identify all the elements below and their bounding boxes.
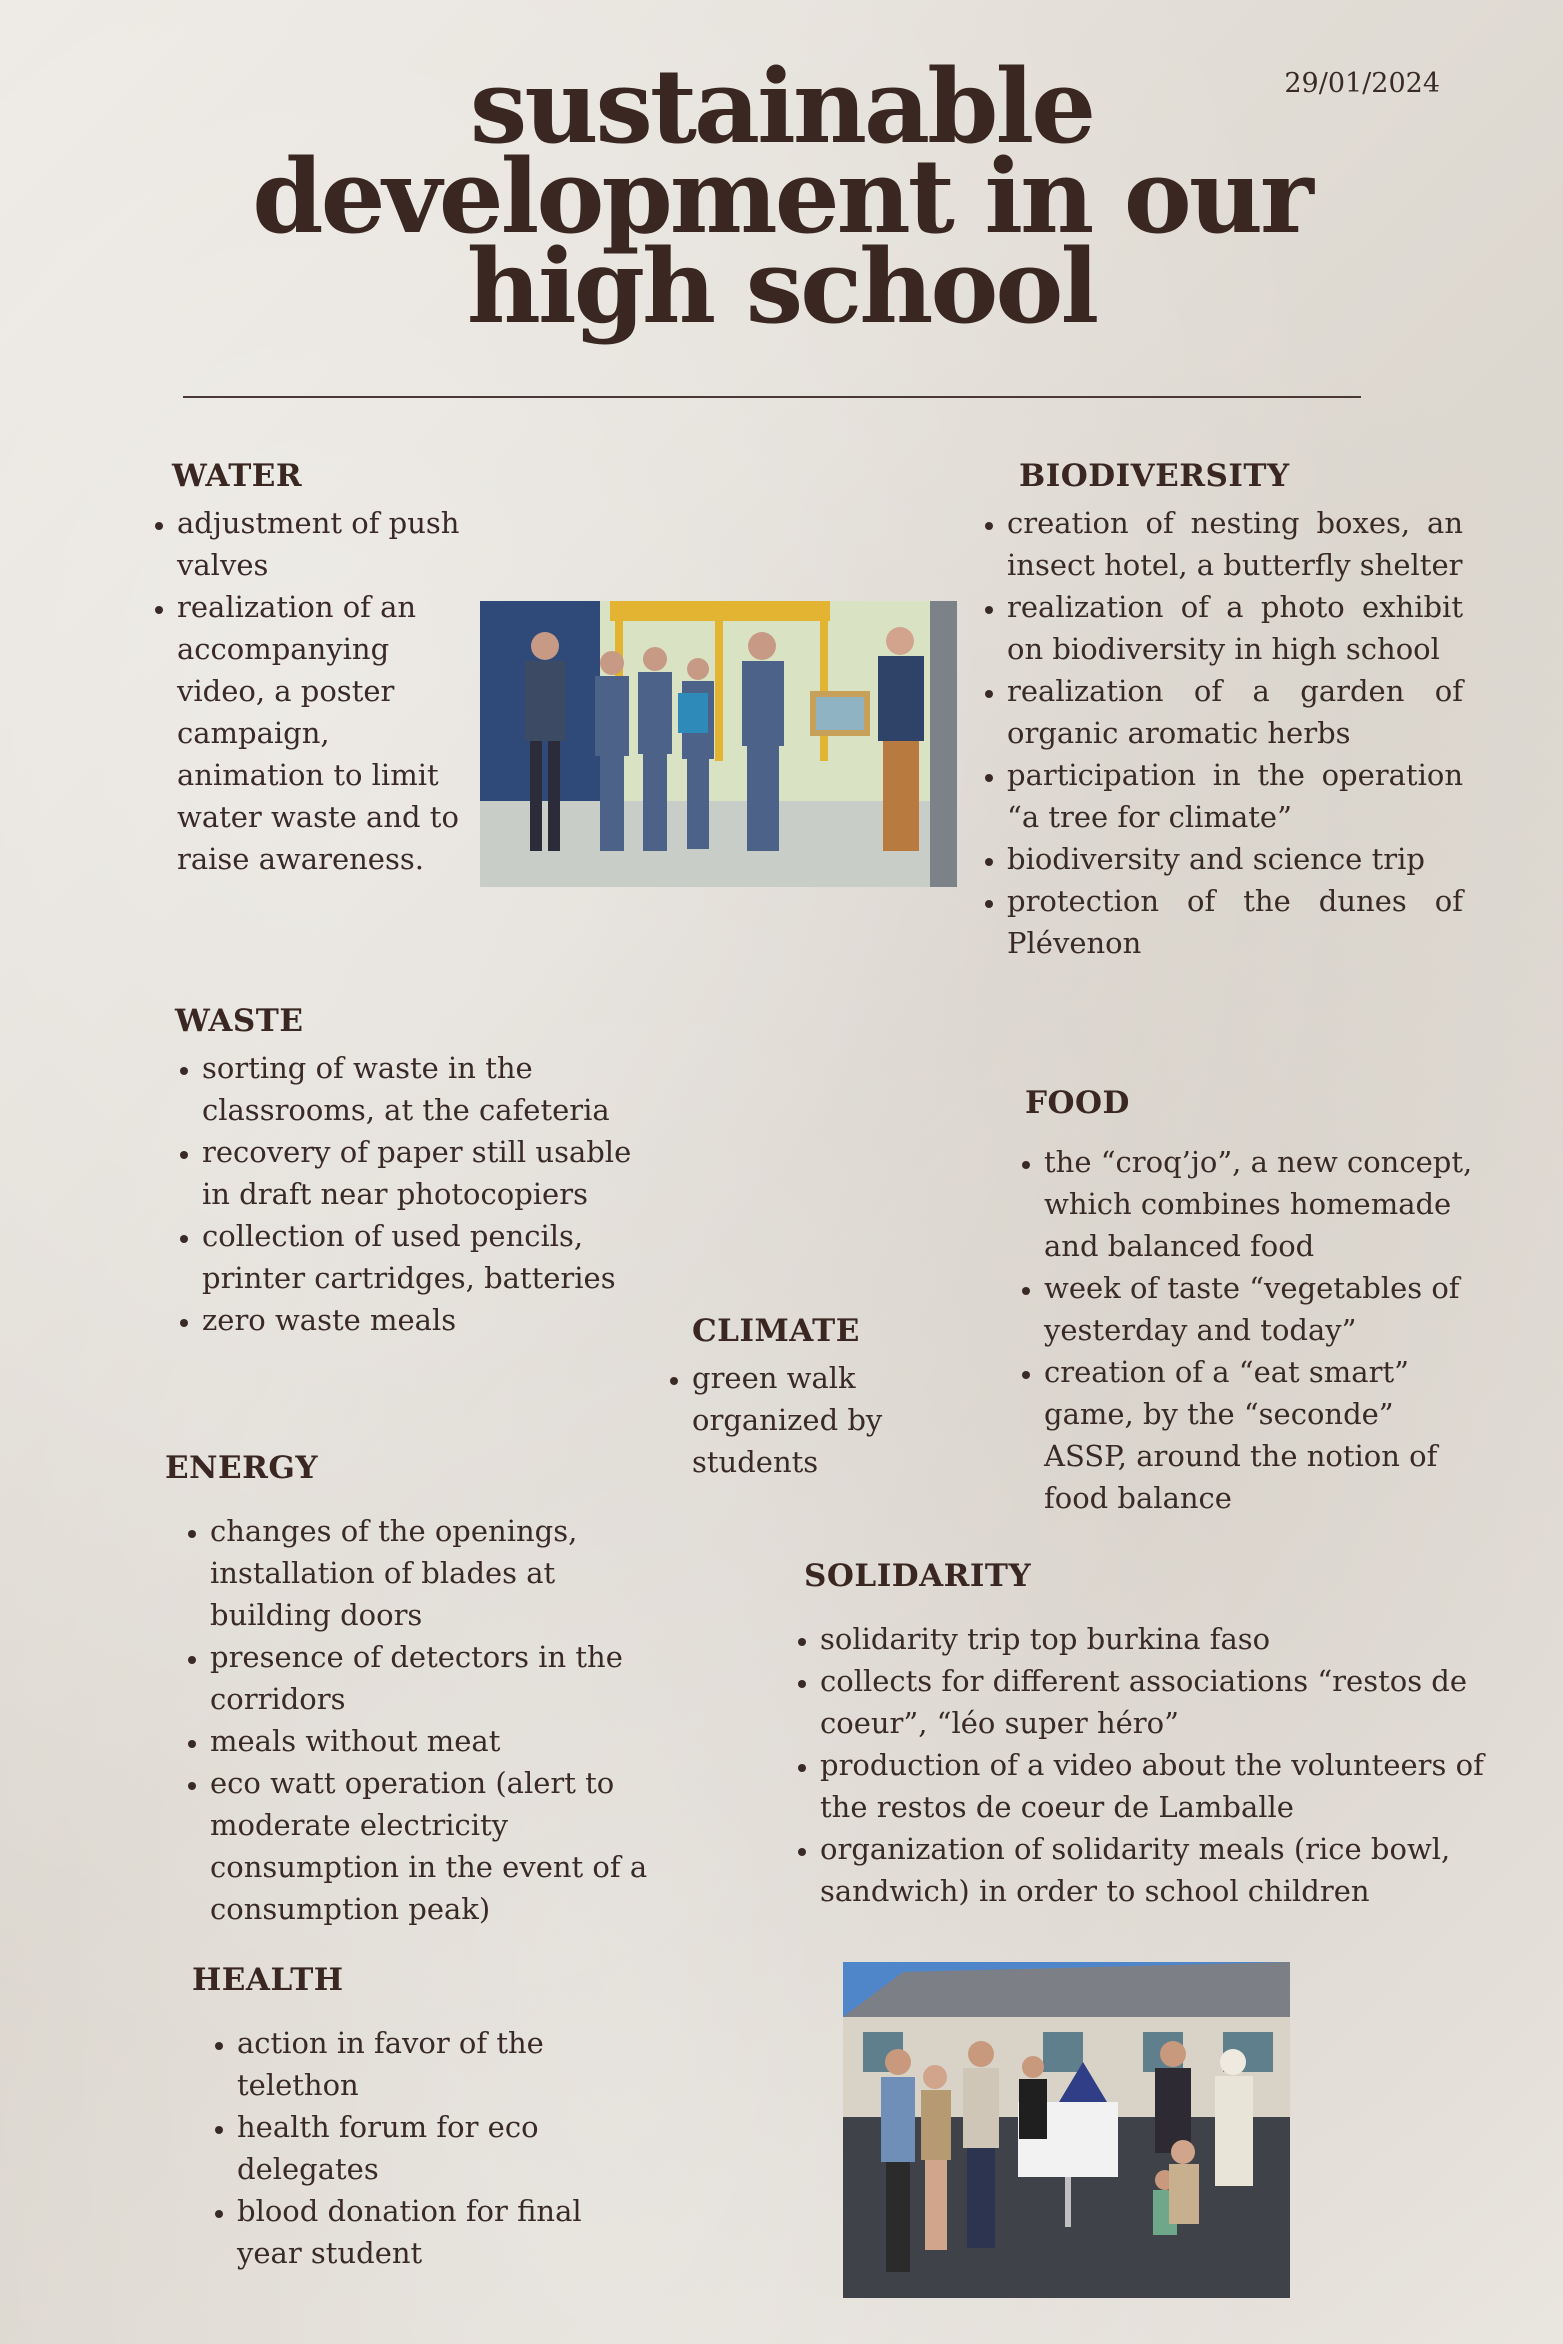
- list-item: • changes of the openings, installation of blades at building doors: [210, 1510, 648, 1636]
- list-item: • recovery of paper still usable in draft near photocopiers: [202, 1131, 640, 1215]
- section-heading: HEALTH: [192, 1962, 344, 1998]
- list-item: • realization of a photo exhibit on biodiversity in high school: [1007, 586, 1463, 670]
- list-item: • collection of used pencils, printer cartridges, batteries: [202, 1215, 640, 1299]
- section-heading: ENERGY: [165, 1450, 318, 1486]
- list-item: • production of a video about the volunteers of the restos de coeur de Lamballe: [820, 1744, 1498, 1828]
- list-item: • realization of a garden of organic aromatic herbs: [1007, 670, 1463, 754]
- section-heading: FOOD: [1025, 1085, 1130, 1121]
- section-water: [145, 458, 465, 880]
- list-item: • realization of an accompanying video, a poster campaign, animation to limit water waste and to raise awareness.: [177, 586, 465, 880]
- list-item: • adjustment of push valves: [177, 502, 465, 586]
- section-waste: [170, 1003, 640, 1341]
- list-item: • eco watt operation (alert to moderate electricity consumption in the event of a consumption peak): [210, 1762, 648, 1930]
- title-line: high school: [466, 227, 1097, 347]
- title-line: sustainable: [469, 47, 1094, 167]
- title-line: development in our: [252, 137, 1311, 257]
- section-food: [1012, 1085, 1482, 1519]
- section-solidarity: [788, 1558, 1498, 1912]
- section-heading: WASTE: [175, 1003, 304, 1039]
- section-heading: BIODIVERSITY: [1019, 458, 1290, 494]
- list-item: • green walk organized by students: [692, 1357, 910, 1483]
- section-heading: WATER: [172, 458, 303, 494]
- section-energy: [165, 1450, 648, 1930]
- section-biodiversity: [975, 458, 1463, 964]
- list-item: • organization of solidarity meals (rice bowl, sandwich) in order to school children: [820, 1828, 1498, 1912]
- list-item: • week of taste “vegetables of yesterday and today”: [1044, 1267, 1482, 1351]
- team-award-photo: [480, 601, 957, 887]
- list-item: • collects for different associations “restos de coeur”, “léo super héro”: [820, 1660, 1498, 1744]
- list-item: • health forum for eco delegates: [237, 2106, 625, 2190]
- list-item: • meals without meat: [210, 1720, 648, 1762]
- date: 29/01/2024: [1284, 68, 1440, 99]
- list-item: • action in favor of the telethon: [237, 2022, 625, 2106]
- list-item: • presence of detectors in the corridors: [210, 1636, 648, 1720]
- list-item: • blood donation for final year student: [237, 2190, 625, 2274]
- page-title: [160, 47, 1403, 347]
- list-item: • participation in the operation “a tree for climate”: [1007, 754, 1463, 838]
- list-item: • solidarity trip top burkina faso: [820, 1618, 1498, 1660]
- title-divider: [183, 396, 1361, 398]
- section-climate: [660, 1313, 910, 1483]
- list-item: • zero waste meals: [202, 1299, 640, 1341]
- list-item: • creation of nesting boxes, an insect hotel, a butterfly shelter: [1007, 502, 1463, 586]
- list-item: • sorting of waste in the classrooms, at the cafeteria: [202, 1047, 640, 1131]
- list-item: • the “croq’jo”, a new concept, which combines homemade and balanced food: [1044, 1141, 1482, 1267]
- list-item: • creation of a “eat smart” game, by the “seconde” ASSP, around the notion of food balance: [1044, 1351, 1482, 1519]
- list-item: • protection of the dunes of Plévenon: [1007, 880, 1463, 964]
- section-heading: CLIMATE: [692, 1313, 860, 1349]
- list-item: • biodiversity and science trip: [1007, 838, 1463, 880]
- section-heading: SOLIDARITY: [804, 1558, 1032, 1594]
- group-outdoor-photo: [843, 1962, 1290, 2298]
- section-health: [192, 1962, 625, 2274]
